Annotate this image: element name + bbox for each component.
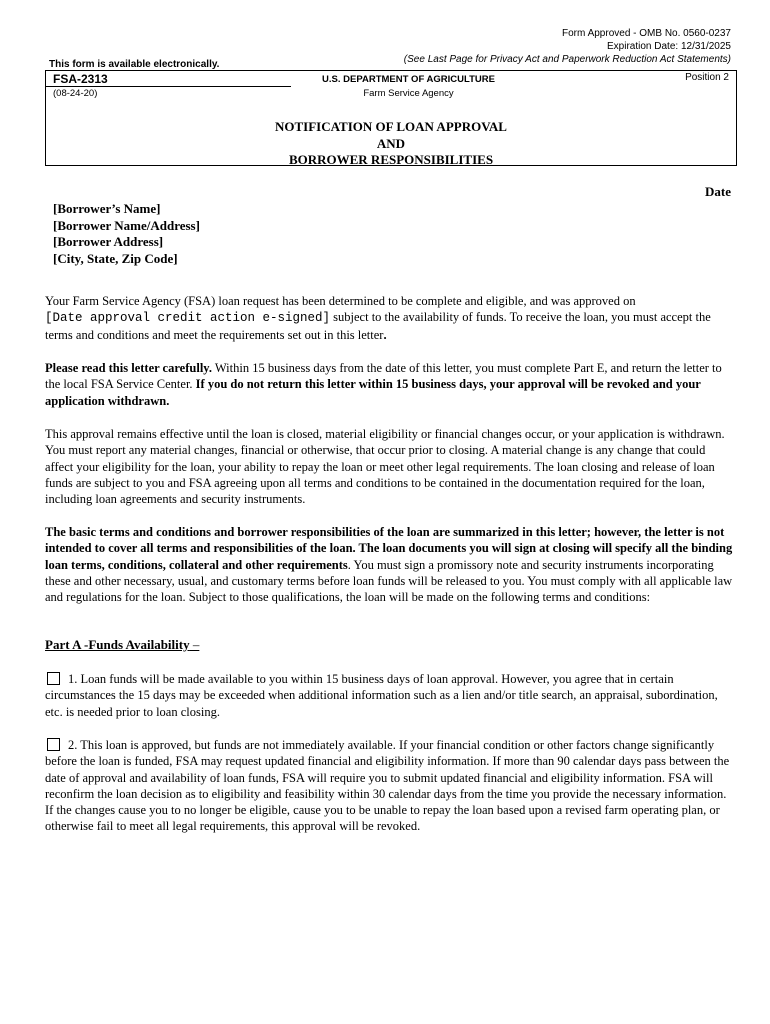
omb-number: Form Approved - OMB No. 0560-0237 <box>562 28 731 39</box>
position-label: Position 2 <box>685 72 729 83</box>
borrower-city-state-zip: [City, State, Zip Code] <box>53 250 178 266</box>
terms-text: . You must sign a promissory note and security instruments incorporating these and other necessary, usual, and customary terms before loan funds will be released to you. You must comply with all applicable law and regulations for the loan. Subject to those qualifications, the loan will be made on the following terms and conditions: <box>45 557 733 605</box>
part-a-heading <box>45 637 199 653</box>
approval-paragraph <box>45 293 735 343</box>
approval-text-b: subject to the availability of funds. To receive the loan, you must accept the terms and conditions and meet the requirements set out in this letter <box>45 310 711 342</box>
part-a-dash: – <box>189 637 200 652</box>
form-title <box>46 119 736 169</box>
title-line-2: AND <box>376 135 406 151</box>
option-2-text: 2. This loan is approved, but funds are not immediately available. If your financial condition or other factors change significantly before the loan is funded, FSA may request updated financial and eligibility information. If more than 90 calendar days pass between the date of approval and availability of loan funds, FSA will require you to submit updated financial and eligibility information. FSA will reconfirm the loan decision as to eligibility and feasibility within 30 calendar days from the time you provide the necessary information. If the changes cause you to no longer be eligible, cause you to be unable to repay the loan based upon a revised farm operating plan, or otherwise fail to meet all legal requirements, this approval will be revoked. <box>45 738 730 834</box>
availability-note: This form is available electronically. <box>49 59 220 70</box>
funds-option-2 <box>45 737 735 835</box>
read-carefully-heading: Please read this letter carefully. <box>45 361 212 375</box>
borrower-address-block <box>53 201 200 267</box>
read-carefully-paragraph <box>45 360 735 409</box>
option-1-text: 1. Loan funds will be made available to you within 15 business days of loan approval. However, you agree that in certain circumstances the 15 days may be exceeded when additional information such as a lien and/or title search, an appraisal, subordination, etc. is needed prior to loan closing. <box>45 672 718 719</box>
borrower-address: [Borrower Address] <box>53 234 164 249</box>
approval-date-placeholder: [Date approval credit action e-signed] <box>45 311 331 326</box>
approval-effective-paragraph: This approval remains effective until the loan is closed, material eligibility or financial changes occur, or your application is withdrawn. You must report any material changes, financial or otherwise, that occur prior to closing. A material change is any change that could affect your eligibility for the loan, your ability to repay the loan or meet other legal requirements. The loan closing and release of loan funds are subject to you and FSA agreeing upon all terms and conditions to be contained in the documentation required for the loan, including loan agreements and security instruments. <box>45 427 725 507</box>
form-number: FSA-2313 <box>53 72 108 86</box>
department-name: U.S. DEPARTMENT OF AGRICULTURE <box>322 74 495 85</box>
omb-approval-block <box>404 27 731 66</box>
approval-text-a: Your Farm Service Agency (FSA) loan request has been determined to be complete and eligible, and was approved on <box>45 294 636 308</box>
borrower-name: [Borrower’s Name] <box>53 201 161 216</box>
title-line-3: BORROWER RESPONSIBILITIES <box>288 152 494 167</box>
expiration-date: Expiration Date: 12/31/2025 <box>607 41 731 52</box>
terms-paragraph <box>45 524 735 605</box>
header-divider <box>46 86 291 87</box>
revocation-warning: If you do not return this letter within 15 business days, your approval will be revoked and your application withdrawn. <box>45 377 701 408</box>
read-carefully-text: Within 15 business days from the date of this letter, you must complete Part E, and return the letter to the local FSA Service Center. <box>45 361 722 392</box>
privacy-act-note: (See Last Page for Privacy Act and Paperwork Reduction Act Statements) <box>403 54 731 65</box>
date-label: Date <box>705 184 731 199</box>
option-1-checkbox[interactable] <box>47 672 60 685</box>
form-revision-date: (08-24-20) <box>53 88 98 99</box>
approval-text-c: . <box>383 327 387 342</box>
funds-option-1 <box>45 671 735 720</box>
terms-bold-text: The basic terms and conditions and borrower responsibilities of the loan are summarized in this letter; however, the letter is not intended to cover all terms and responsibilities of the loan. The loan documents you will sign at closing will specify all the binding loan terms, conditions, collateral and other requirements <box>45 525 733 572</box>
part-a-title: Part A -Funds Availability <box>45 637 190 652</box>
form-header-box <box>45 70 737 166</box>
option-2-checkbox[interactable] <box>47 738 60 751</box>
agency-name: Farm Service Agency <box>363 88 454 99</box>
borrower-name-address: [Borrower Name/Address] <box>53 217 200 233</box>
title-line-1: NOTIFICATION OF LOAN APPROVAL <box>275 119 507 134</box>
